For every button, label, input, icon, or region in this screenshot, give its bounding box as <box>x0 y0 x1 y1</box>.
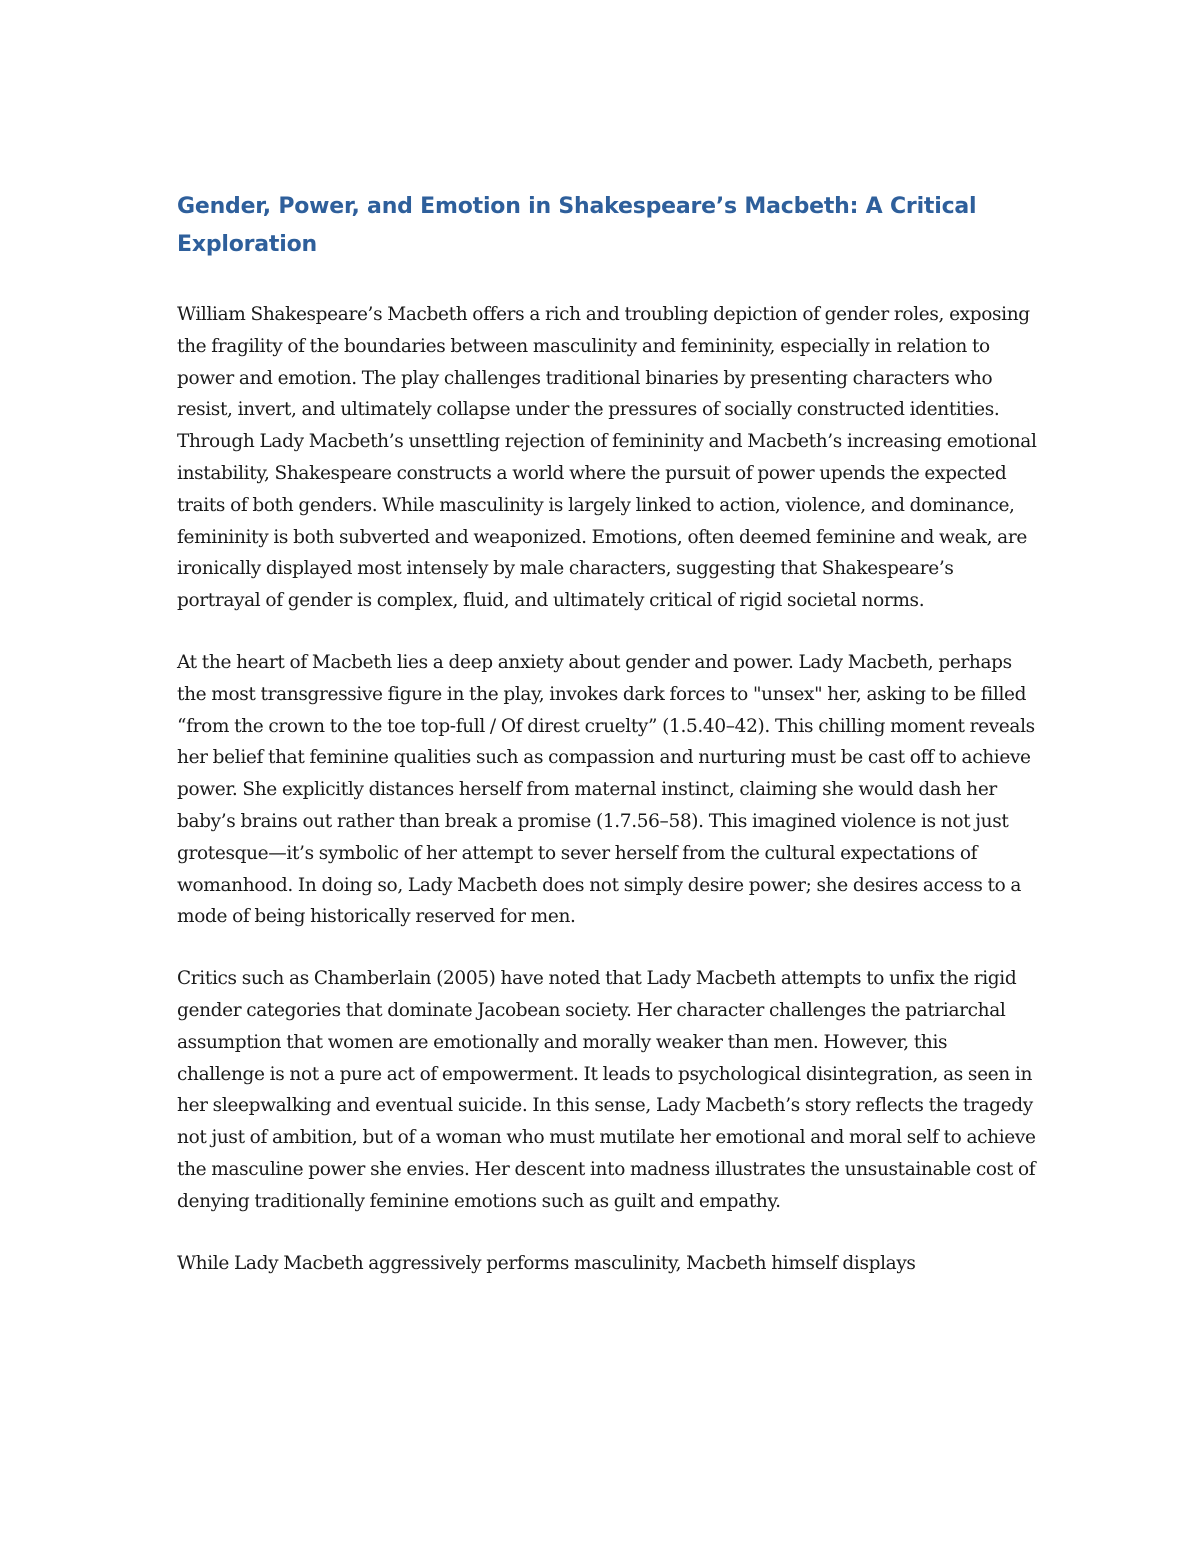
paragraph-critics: Critics such as Chamberlain (2005) have noted that Lady Macbeth attempts to unfix the rigid gender categories that dominate Jacobean society. Her character challenges the patriarchal assumption that women are emotionally and morally weaker than men. However, this challenge is not a pure act of empowerment. It leads to psychological disintegration, as seen in her sleepwalking and eventual suicide. In this sense, Lady Macbeth’s story reflects the tragedy not just of ambition, but of a woman who must mutilate her emotional and moral self to achieve the masculine power she envies. Her descent into madness illustrates the unsustainable cost of denying traditionally feminine emotions such as guilt and empathy. <box>177 968 1036 1212</box>
paragraph-lady-macbeth: At the heart of Macbeth lies a deep anxiety about gender and power. Lady Macbeth, perhaps the most transgressive figure in the play, invokes dark forces to "unsex" her, asking to be filled “from the crown to the toe top-full / Of direst cruelty” (1.5.40–42). This chilling moment reveals her belief that feminine qualities such as compassion and nurturing must be cast off to achieve power. She explicitly distances herself from maternal instinct, claiming she would dash her baby’s brains out rather than break a promise (1.7.56–58). This imagined violence is not just grotesque—it’s symbolic of her attempt to sever herself from the cultural expectations of womanhood. In doing so, Lady Macbeth does not simply desire power; she desires access to a mode of being historically reserved for men. <box>177 651 1035 928</box>
paragraph-macbeth: While Lady Macbeth aggressively performs masculinity, Macbeth himself displays <box>177 1252 916 1274</box>
document-body <box>177 188 1037 1309</box>
paragraph-intro: William Shakespeare’s Macbeth offers a rich and troubling depiction of gender roles, exposing the fragility of the boundaries between masculinity and femininity, especially in relation to power and emotion. The play challenges traditional binaries by presenting characters who resist, invert, and ultimately collapse under the pressures of socially constructed identities. Through Lady Macbeth’s unsettling rejection of femininity and Macbeth’s increasing emotional instability, Shakespeare constructs a world where the pursuit of power upends the expected traits of both genders. While masculinity is largely linked to action, violence, and dominance, femininity is both subverted and weaponized. Emotions, often deemed feminine and weak, are ironically displayed most intensely by male characters, suggesting that Shakespeare’s portrayal of gender is complex, fluid, and ultimately critical of rigid societal norms. <box>177 304 1037 612</box>
document-title: Gender, Power, and Emotion in Shakespeare’s Macbeth: A Critical Exploration <box>177 194 977 257</box>
